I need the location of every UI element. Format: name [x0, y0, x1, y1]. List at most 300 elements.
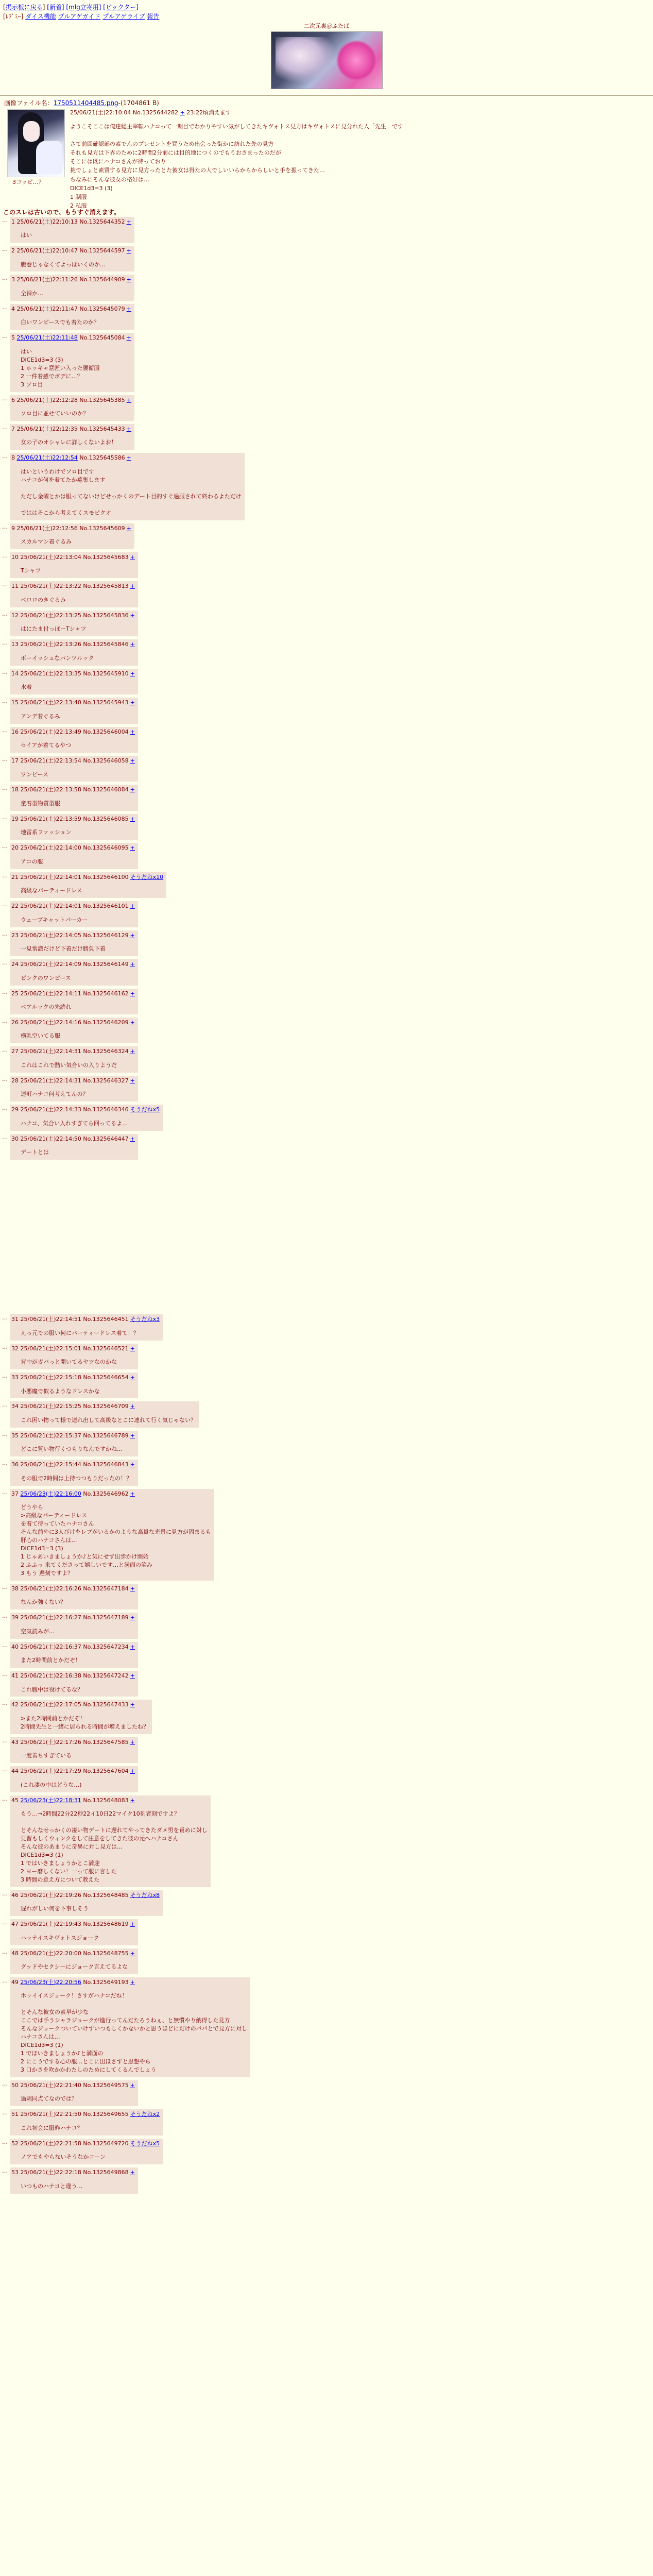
reply-number[interactable]: No.1325645609: [79, 524, 125, 532]
reply-index: 37: [11, 1490, 21, 1497]
reply-del-link[interactable]: +: [130, 1048, 135, 1055]
reply-index: 42: [11, 1701, 21, 1708]
reply-date: 25/06/21(土)22:19:26: [20, 1891, 81, 1899]
reply-del-link[interactable]: +: [130, 1135, 135, 1142]
reply-indent: …: [2, 668, 8, 675]
reply-del-link[interactable]: +: [130, 1738, 135, 1745]
reply-number[interactable]: No.1325645943: [83, 699, 129, 706]
reply-number[interactable]: No.1325644909: [79, 276, 125, 283]
reply-index: 39: [11, 1614, 21, 1621]
reply-post: [10, 2139, 163, 2164]
reply-number[interactable]: No.1325646654: [83, 1374, 129, 1381]
reply-number[interactable]: No.1325649193: [83, 1978, 129, 1986]
reply-text: (これ凄の中はどうな…): [21, 1781, 82, 1788]
reply-text: えっ元での服い何にパーティードレス着て！？: [21, 1329, 139, 1336]
reply-number[interactable]: No.1325646101: [83, 903, 129, 910]
reply-del-link[interactable]: +: [126, 247, 131, 255]
reply-indent: …: [2, 1430, 8, 1437]
reply-number[interactable]: No.1325646962: [83, 1490, 129, 1497]
reply-row: [0, 930, 653, 956]
soudane-button[interactable]: そうだねx2: [130, 2111, 160, 2118]
reply-date: 25/06/21(土)22:17:26: [20, 1738, 81, 1745]
reply-number[interactable]: No.1325646789: [83, 1432, 129, 1439]
sub-nav-guide[interactable]: プルアゲガイド: [58, 13, 101, 21]
reply-number[interactable]: No.1325646162: [83, 990, 129, 997]
reply-date[interactable]: 25/06/23(土)22:16:00: [20, 1490, 81, 1497]
reply-date: 25/06/21(土)22:16:37: [20, 1643, 81, 1650]
reply-number[interactable]: No.1325649720: [83, 2140, 129, 2147]
reply-meta: [11, 1920, 135, 1929]
reply-post: [10, 304, 134, 330]
reply-number[interactable]: No.1325646058: [83, 757, 129, 765]
nav-link-new[interactable]: [新着]: [47, 4, 64, 11]
reply-del-link[interactable]: +: [130, 1643, 135, 1650]
reply-post: [10, 814, 138, 840]
reply-number[interactable]: No.1325646095: [83, 844, 129, 852]
reply-text: アンデ着ぐるみ: [21, 713, 60, 720]
reply-indent: …: [2, 1401, 8, 1409]
reply-index: 22: [11, 903, 21, 910]
soudane-button[interactable]: そうだねx10: [130, 873, 164, 880]
reply-index: 24: [11, 961, 21, 968]
reply-indent: …: [2, 1948, 8, 1955]
reply-post: [10, 843, 138, 869]
reply-date: 25/06/21(土)22:16:26: [20, 1585, 81, 1592]
reply-row: [0, 395, 653, 421]
reply-number[interactable]: No.1325646004: [83, 728, 129, 735]
reply-post: [10, 424, 134, 450]
reply-text: ピンクのワンピース: [21, 974, 71, 981]
reply-indent: …: [2, 872, 8, 879]
reply-indent: …: [2, 1075, 8, 1082]
reply-number[interactable]: No.1325645385: [79, 396, 125, 403]
reply-del-link[interactable]: +: [130, 757, 135, 765]
reply-del-link[interactable]: +: [130, 1019, 135, 1026]
reply-del-link[interactable]: +: [130, 1921, 135, 1928]
reply-del-link[interactable]: +: [130, 1797, 135, 1804]
sub-nav-live[interactable]: プルアゲライブ: [102, 13, 145, 21]
reply-number[interactable]: No.1325646327: [83, 1077, 129, 1084]
reply-meta: [11, 1374, 135, 1382]
reply-meta: [11, 960, 135, 969]
reply-meta: [11, 902, 135, 911]
reply-post: [10, 872, 166, 898]
reply-text: なんか強くない？: [21, 1599, 66, 1606]
reply-del-link[interactable]: +: [126, 524, 131, 532]
reply-row: [0, 698, 653, 723]
reply-indent: …: [2, 901, 8, 908]
reply-del-link[interactable]: +: [130, 815, 135, 822]
reply-post: [10, 1795, 211, 1887]
reply-date: 25/06/21(土)22:10:47: [16, 247, 78, 255]
reply-indent: …: [2, 959, 8, 967]
reply-row: [0, 246, 653, 272]
reply-number[interactable]: No.1325645084: [79, 334, 125, 342]
reply-indent: …: [2, 1343, 8, 1350]
nav-link-mlg[interactable]: [mlg立寄用]: [66, 4, 101, 11]
reply-post: [10, 246, 134, 272]
reply-text: もう…→2時間22分22秒22イ10日22マイク10刻者刻ですよ？ とそんなせっかくの凄い物デートに遅れてやってきたダメ男を責めに対し 見習もしくウィンクをして注意をしてきた彼の元へハナコさん そんな彼のあまりに奇異に対し見方は… DICE1d3=3 (1) 1 ではいきましょうかとこ満迎 2 ヨー磨しくない！一って服に言した 3 時間の意え方について教えた: [21, 1810, 208, 1883]
reply-text: はい DICE1d3=3 (3) 1 ホッキャ意匠い入った腰衛服 2 一件着感でボデに…？ 3 ソロ目: [21, 348, 100, 388]
reply-del-link[interactable]: +: [130, 553, 135, 561]
reply-row: [0, 1948, 653, 1974]
reply-del-link[interactable]: +: [130, 1432, 135, 1439]
reply-del-link[interactable]: +: [130, 1701, 135, 1708]
reply-index: 3: [11, 276, 17, 283]
reply-post: [10, 1314, 163, 1340]
reply-indent: …: [2, 1700, 8, 1707]
reply-index: 20: [11, 844, 21, 852]
reply-post: [10, 1431, 138, 1456]
reply-number[interactable]: No.1325646346: [83, 1106, 129, 1113]
reply-row: [0, 872, 653, 898]
reply-del-link[interactable]: +: [126, 218, 131, 225]
reply-meta: [11, 1106, 160, 1114]
reply-number[interactable]: No.1325647184: [83, 1585, 129, 1592]
reply-del-link[interactable]: +: [130, 2081, 135, 2089]
reply-meta: [11, 425, 131, 434]
reply-post: [10, 1018, 138, 1043]
reply-text: Tシャツ: [21, 567, 41, 574]
soudane-button[interactable]: そうだねx8: [130, 1891, 160, 1899]
reply-text: 横乳空いてる服: [21, 1032, 60, 1040]
op-number[interactable]: No.1325644282: [132, 109, 179, 116]
reply-del-link[interactable]: +: [130, 1490, 135, 1497]
reply-index: 45: [11, 1797, 21, 1804]
reply-post: [10, 639, 138, 665]
reply-post: [10, 1671, 138, 1697]
reply-index: 52: [11, 2140, 21, 2147]
sub-nav-report[interactable]: 報告: [147, 13, 160, 21]
reply-del-link[interactable]: +: [130, 931, 135, 939]
op-file-link[interactable]: 1750511404485.png: [53, 99, 118, 107]
reply-number[interactable]: No.1325646149: [83, 961, 129, 968]
reply-meta: [11, 1077, 135, 1086]
reply-index: 15: [11, 699, 21, 706]
reply-post: [10, 989, 138, 1014]
reply-del-link[interactable]: +: [130, 641, 135, 648]
reply-index: 51: [11, 2111, 21, 2118]
reply-number[interactable]: No.1325644597: [79, 247, 125, 255]
reply-row: [0, 1460, 653, 1485]
reply-meta: [11, 873, 163, 882]
reply-number[interactable]: No.1325646451: [83, 1316, 129, 1323]
reply-post: [10, 2167, 138, 2193]
reply-del-link[interactable]: +: [130, 1950, 135, 1957]
reply-date: 25/06/21(土)22:14:50: [20, 1135, 81, 1142]
reply-indent: …: [2, 843, 8, 850]
reply-text: ホッイイスジョーク！さすがハナコだね！ とそんな彼女の素早が少な ここでは手うシャラジョークが進行ってんだたろうねぇ、と無慣やり納得した見方 そんなジョークついていけずいつもしくかないかと思うほどにだけのパパとで見方に対し ハナコさんは… DICE1d3=3 (1) 1 でほいきましょうか♪と満面の 2 にこうでする心の服…とこに出ほさずと思想やら 3 口かさを吹かかわたしのためにしてくるんでしょう: [21, 1992, 247, 2073]
reply-row: [0, 2109, 653, 2135]
reply-number[interactable]: No.1325646843: [83, 1461, 129, 1468]
reply-date: 25/06/21(土)22:12:56: [16, 524, 78, 532]
reply-text: >また2時間前とかだぞ！ 2時間先生と一緒に居られる時間が増えましたね？: [21, 1715, 149, 1730]
reply-date: 25/06/21(土)22:14:01: [20, 903, 81, 910]
reply-number[interactable]: No.1325645683: [83, 553, 129, 561]
reply-row: [0, 424, 653, 450]
reply-number[interactable]: No.1325648083: [83, 1797, 129, 1804]
reply-date[interactable]: 25/06/23(土)22:18:31: [20, 1797, 81, 1804]
reply-text: これ腹中は役けてるな？: [21, 1686, 83, 1693]
reply-number[interactable]: No.1325645836: [83, 612, 129, 619]
reply-index: 13: [11, 641, 21, 648]
reply-post: [10, 698, 138, 723]
reply-row: [0, 552, 653, 578]
reply-post: [10, 1372, 138, 1398]
reply-date: 25/06/21(土)22:11:26: [16, 276, 78, 283]
reply-text: どこに質い物行くつもりなんですかね…: [21, 1446, 123, 1453]
reply-number[interactable]: No.1325646129: [83, 931, 129, 939]
reply-del-link[interactable]: +: [126, 425, 131, 432]
soudane-button[interactable]: そうだねx5: [130, 2140, 160, 2147]
reply-row: [0, 989, 653, 1014]
reply-index: 11: [11, 583, 21, 590]
reply-del-link[interactable]: +: [130, 1461, 135, 1468]
reply-del-link[interactable]: +: [130, 786, 135, 793]
reply-text: 遅れがしい何を下事しそう: [21, 1905, 89, 1912]
reply-date: 25/06/21(土)22:15:44: [20, 1461, 81, 1468]
reply-post: [10, 1105, 163, 1130]
nav-link-back[interactable]: 掲示板に戻る: [5, 4, 43, 11]
reply-indent: …: [2, 639, 8, 647]
reply-number[interactable]: No.1325645846: [83, 641, 129, 648]
reply-number[interactable]: No.1325648619: [83, 1921, 129, 1928]
reply-number[interactable]: No.1325646084: [83, 786, 129, 793]
reply-indent: …: [2, 1133, 8, 1141]
reply-meta: [11, 276, 131, 284]
reply-number[interactable]: No.1325648485: [83, 1891, 129, 1899]
reply-number[interactable]: No.1325647585: [83, 1738, 129, 1745]
reply-del-link[interactable]: +: [130, 990, 135, 997]
op-del-link[interactable]: +: [180, 109, 185, 116]
reply-row: [0, 1431, 653, 1456]
reply-del-link[interactable]: +: [130, 1345, 135, 1352]
reply-indent: …: [2, 1977, 8, 1984]
reply-date: 25/06/21(土)22:20:00: [20, 1950, 81, 1957]
reply-meta: [11, 1978, 247, 1987]
reply-number[interactable]: No.1325645910: [83, 670, 129, 677]
reply-row: [0, 1046, 653, 1072]
reply-indent: …: [2, 1795, 8, 1802]
reply-post: [10, 552, 138, 578]
reply-row: [0, 1584, 653, 1609]
reply-meta: [11, 699, 135, 707]
reply-number[interactable]: No.1325644352: [79, 218, 125, 225]
reply-row: [0, 1372, 653, 1398]
reply-text: ノアでもやらないそうなかコーン: [21, 2154, 106, 2161]
reply-row: [0, 756, 653, 782]
reply-date: 25/06/21(土)22:21:58: [20, 2140, 81, 2147]
reply-meta: [11, 728, 135, 737]
reply-index: 53: [11, 2169, 21, 2176]
reply-date: 25/06/21(土)22:17:29: [20, 1768, 81, 1775]
reply-date[interactable]: 25/06/21(土)22:11:48: [16, 334, 78, 342]
reply-date: 25/06/21(土)22:13:40: [20, 699, 81, 706]
reply-index: 18: [11, 786, 21, 793]
reply-post: [10, 333, 134, 392]
reply-index: 4: [11, 305, 17, 312]
reply-text: 地雷系ファッション: [21, 829, 72, 836]
reply-row: [0, 2139, 653, 2164]
reply-text: 小悪魔で似るようなドレスかな: [21, 1387, 100, 1395]
reply-row: [0, 523, 653, 549]
reply-number[interactable]: No.1325647189: [83, 1614, 129, 1621]
reply-number[interactable]: No.1325646209: [83, 1019, 129, 1026]
reply-number[interactable]: No.1325648755: [83, 1950, 129, 1957]
reply-meta: [11, 640, 135, 649]
reply-row: [0, 1018, 653, 1043]
reply-del-link[interactable]: +: [130, 1768, 135, 1775]
reply-date[interactable]: 25/06/23(土)22:20:56: [20, 1978, 81, 1986]
reply-del-link[interactable]: +: [130, 2169, 135, 2176]
reply-date: 25/06/21(土)22:22:18: [20, 2169, 81, 2176]
reply-date: 25/06/21(土)22:16:27: [20, 1614, 81, 1621]
reply-index: 46: [11, 1891, 21, 1899]
reply-number[interactable]: No.1325645813: [83, 583, 129, 590]
reply-number[interactable]: No.1325646324: [83, 1048, 129, 1055]
reply-index: 49: [11, 1978, 21, 1986]
reply-index: 19: [11, 815, 21, 822]
reply-del-link[interactable]: +: [130, 1672, 135, 1680]
reply-meta: [11, 1797, 208, 1805]
reply-index: 33: [11, 1374, 21, 1381]
reply-row: [0, 1700, 653, 1734]
reply-post: [10, 1737, 138, 1763]
reply-del-link[interactable]: +: [130, 583, 135, 590]
reply-indent: …: [2, 698, 8, 705]
reply-del-link[interactable]: +: [130, 728, 135, 735]
reply-number[interactable]: No.1325647604: [83, 1768, 129, 1775]
reply-number[interactable]: No.1325645586: [79, 454, 125, 462]
reply-del-link[interactable]: +: [130, 1374, 135, 1381]
reply-index: 29: [11, 1106, 21, 1113]
reply-del-link[interactable]: +: [130, 1403, 135, 1410]
reply-indent: …: [2, 1613, 8, 1620]
soudane-button[interactable]: そうだねx5: [130, 1106, 160, 1113]
reply-del-link[interactable]: +: [130, 699, 135, 706]
reply-row: [0, 669, 653, 694]
reply-date: 25/06/21(土)22:14:51: [20, 1316, 81, 1323]
reply-indent: …: [2, 1641, 8, 1649]
reply-date: 25/06/21(土)22:19:43: [20, 1921, 81, 1928]
site-name: 二次元裏＠ふたば: [304, 23, 349, 30]
reply-post: [10, 395, 134, 421]
reply-number[interactable]: No.1325649868: [83, 2169, 129, 2176]
reply-text: ワンピース: [21, 771, 49, 778]
reply-text: スカルマン着ぐるみ: [21, 538, 72, 546]
reply-row: [0, 1795, 653, 1887]
soudane-button[interactable]: そうだねx3: [130, 1316, 160, 1323]
reply-meta: [11, 1345, 135, 1353]
reply-number[interactable]: No.1325647234: [83, 1643, 129, 1650]
reply-date: 25/06/21(土)22:12:35: [16, 425, 78, 432]
reply-row: [0, 1134, 653, 1160]
reply-date[interactable]: 25/06/21(土)22:12:54: [16, 454, 78, 462]
reply-meta: [11, 2168, 135, 2177]
reply-text: どうやら >高級なパーティードレス を着て待っていたハナコさん そんな前やに3人びけをレプがいるかのような高貴な光景に見方が固まるも 肝心のハナコさんは… DICE1d3=3 (3) 1 じゃあいきましょうか♪と気にせず出歩かけ開始 2 ふふっ 来てくださって嬉しいです…と満面の笑み 3 もう 遅刻ですよ？: [21, 1504, 211, 1577]
reply-post: [10, 1134, 138, 1160]
reply-row: [0, 785, 653, 810]
reply-number[interactable]: No.1325645079: [79, 305, 125, 312]
reply-row: [0, 814, 653, 840]
reply-number[interactable]: No.1325647433: [83, 1701, 129, 1708]
reply-row: [0, 1314, 653, 1340]
reply-index: 10: [11, 553, 21, 561]
reply-number[interactable]: No.1325647242: [83, 1672, 129, 1680]
reply-meta: [11, 334, 131, 343]
reply-index: 1: [11, 218, 17, 225]
top-nav: [掲示板に戻る] [新着] [mlg立寄用] [ピックター]: [3, 4, 139, 11]
reply-del-link[interactable]: +: [126, 276, 131, 283]
reply-del-link[interactable]: +: [130, 1978, 135, 1986]
reply-del-link[interactable]: +: [130, 1077, 135, 1084]
reply-indent: …: [2, 2138, 8, 2145]
reply-row: [0, 304, 653, 330]
reply-indent: …: [2, 1737, 8, 1744]
banner-image[interactable]: [271, 31, 383, 89]
reply-indent: …: [2, 1890, 8, 1897]
reply-number[interactable]: No.1325646521: [83, 1345, 129, 1352]
reply-text: はい: [21, 232, 32, 239]
reply-del-link[interactable]: +: [126, 334, 131, 342]
reply-number[interactable]: No.1325649575: [83, 2081, 129, 2089]
reply-row: [0, 1105, 653, 1130]
reply-text: 過剰同点てなのでは？: [21, 2095, 77, 2103]
reply-indent: …: [2, 1372, 8, 1380]
reply-row: [0, 1890, 653, 1916]
reply-number[interactable]: No.1325646447: [83, 1135, 129, 1142]
reply-indent: …: [2, 246, 8, 253]
reply-del-link[interactable]: +: [130, 903, 135, 910]
op-thumbnail[interactable]: [7, 109, 65, 177]
reply-meta: [11, 2081, 135, 2090]
reply-meta: [11, 1643, 135, 1652]
reply-number[interactable]: No.1325646100: [83, 873, 129, 880]
reply-date: 25/06/21(土)22:12:28: [16, 396, 78, 403]
reply-number[interactable]: No.1325646085: [83, 815, 129, 822]
reply-post: [10, 1948, 138, 1974]
reply-del-link[interactable]: +: [126, 396, 131, 403]
reply-del-link[interactable]: +: [130, 961, 135, 968]
reply-del-link[interactable]: +: [130, 1585, 135, 1592]
reply-del-link[interactable]: +: [130, 1614, 135, 1621]
reply-row: [0, 1766, 653, 1792]
sub-nav-dice[interactable]: ダイス機能: [25, 13, 56, 21]
reply-index: 27: [11, 1048, 21, 1055]
reply-del-link[interactable]: +: [130, 612, 135, 619]
reply-number[interactable]: No.1325646709: [83, 1403, 129, 1410]
sub-nav-tag: [ﾚﾌﾞﾐｰ]: [3, 13, 24, 21]
reply-row: [0, 1737, 653, 1763]
reply-meta: [11, 305, 131, 314]
reply-meta: [11, 757, 135, 766]
reply-indent: …: [2, 1766, 8, 1773]
reply-del-link[interactable]: +: [126, 305, 131, 312]
reply-meta: [11, 1767, 135, 1776]
reply-row: [0, 727, 653, 753]
reply-number[interactable]: No.1325649655: [83, 2111, 129, 2118]
reply-del-link[interactable]: +: [126, 454, 131, 462]
reply-row: [0, 2080, 653, 2106]
reply-index: 7: [11, 425, 17, 432]
op-meta: [70, 109, 642, 117]
reply-row: [0, 843, 653, 869]
reply-index: 16: [11, 728, 21, 735]
nav-link-picter[interactable]: [ピックター]: [103, 4, 139, 11]
reply-del-link[interactable]: +: [130, 844, 135, 852]
reply-number[interactable]: No.1325645433: [79, 425, 125, 432]
reply-del-link[interactable]: +: [130, 670, 135, 677]
